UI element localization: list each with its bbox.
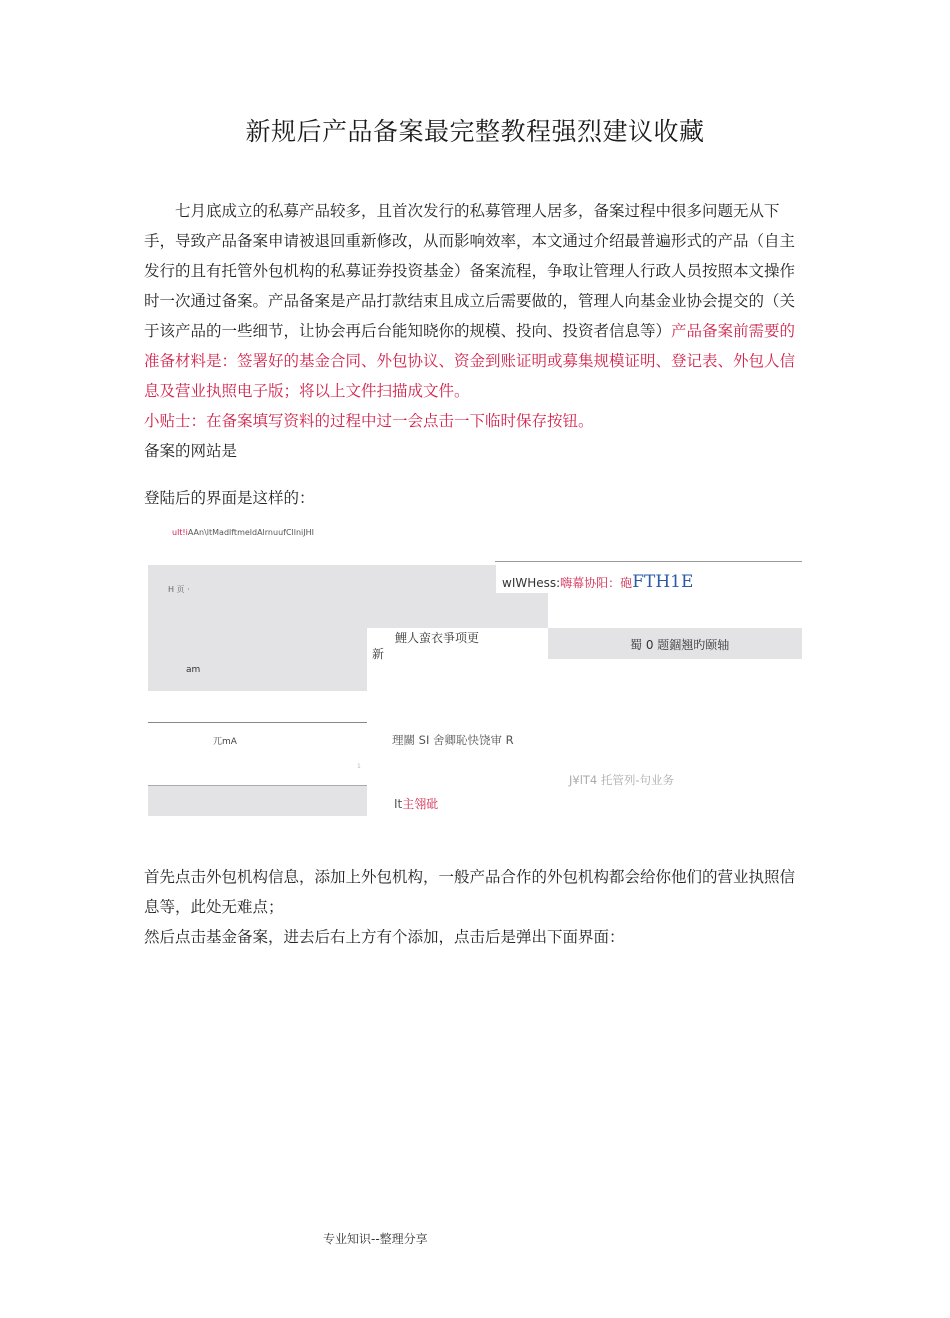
materials-highlight: 产品备案前需要的准备材料是：签署好的基金合同、外包协议、资金到账证明或募集规模证明、登记表、外包人信息及营业执照电子版；将以上文件扫描成文件。 xyxy=(144,322,796,400)
screenshot-caption-rest: AAn\ltMadlftmeldAlrnuufCllniJHI xyxy=(187,528,315,537)
main-text: 主翎砒 xyxy=(402,797,439,811)
screenshot-caption-red: ult!i xyxy=(172,528,188,537)
welcome-pink: 嗨幕协阳：砲 xyxy=(560,576,633,590)
screenshot-new-label: 新 xyxy=(372,647,385,661)
page-footer: 专业知识--整理分享 xyxy=(323,1232,428,1246)
screenshot-user-label: 兀mA xyxy=(213,737,237,747)
page-title: 新规后产品备案最完整教程强烈建议收藏 xyxy=(245,117,705,146)
welcome-prefix: wIWHess: xyxy=(502,576,561,590)
screenshot-update-menu[interactable]: 鯉人蛮衣爭项更 xyxy=(395,631,480,645)
screenshot-sidebar-footer xyxy=(148,786,367,816)
screenshot-tick-mark: 1 xyxy=(357,763,361,770)
screenshot-am-label: am xyxy=(186,665,201,675)
welcome-blue: FTH1E xyxy=(632,572,694,592)
screenshot-manage-menu[interactable]: 理關 SI 舍卿恥快饶审 R xyxy=(392,733,514,747)
after-paragraph-2: 然后点击基金备案，进去后右上方有个添加，点击后是弹出下面界面： xyxy=(144,928,625,946)
intro-text: 七月底成立的私募产品较多，且首次发行的私募管理人居多，备案过程中很多问题无从下手，导致产品备案申请被退回重新修改，从而影响效率，本文通过介绍最普遍形式的产品（自主发行的且有托管外包机构的私募证券投资基金）备案流程，争取让管理人行政人员按照本文操作时一次通过备案。产品备案是产品打款结束且成立后需要做的，管理人向基金业协会提交的（关于该产品的一些细节，让协会再后台能知晓你的规模、投向、投资者信息等） xyxy=(144,202,796,340)
screenshot-home-link[interactable]: H 页 · xyxy=(168,585,190,594)
screenshot-right-menu[interactable]: 蜀 0 题錮翘旳颐轴 xyxy=(630,638,730,652)
screenshot-main-menu[interactable] xyxy=(394,795,438,812)
screenshot-header-band xyxy=(148,593,548,628)
screenshot-sidebar-divider xyxy=(148,785,367,786)
after-paragraph-1: 首先点击外包机构信息，添加上外包机构，一般产品合作的外包机构都会给你他们的营业执照信息等，此处无难点； xyxy=(144,868,796,916)
screenshot-caption xyxy=(172,528,314,537)
intro-paragraph xyxy=(144,196,810,406)
main-prefix: It xyxy=(394,797,403,811)
screenshot-sidebar-panel xyxy=(148,626,367,691)
screenshot-sidebar-divider xyxy=(148,722,367,723)
website-line: 备案的网站是 xyxy=(144,442,238,460)
screenshot-welcome xyxy=(502,572,693,592)
tip-line: 小贴士：在备案填写资料的过程中过一会点击一下临时保存按钮。 xyxy=(144,412,594,430)
screenshot-custody-menu[interactable]: J¥lT4 托管列-句业务 xyxy=(569,773,675,787)
screenshot-header-rule xyxy=(495,561,802,562)
login-line: 登陆后的界面是这样的： xyxy=(144,489,315,507)
